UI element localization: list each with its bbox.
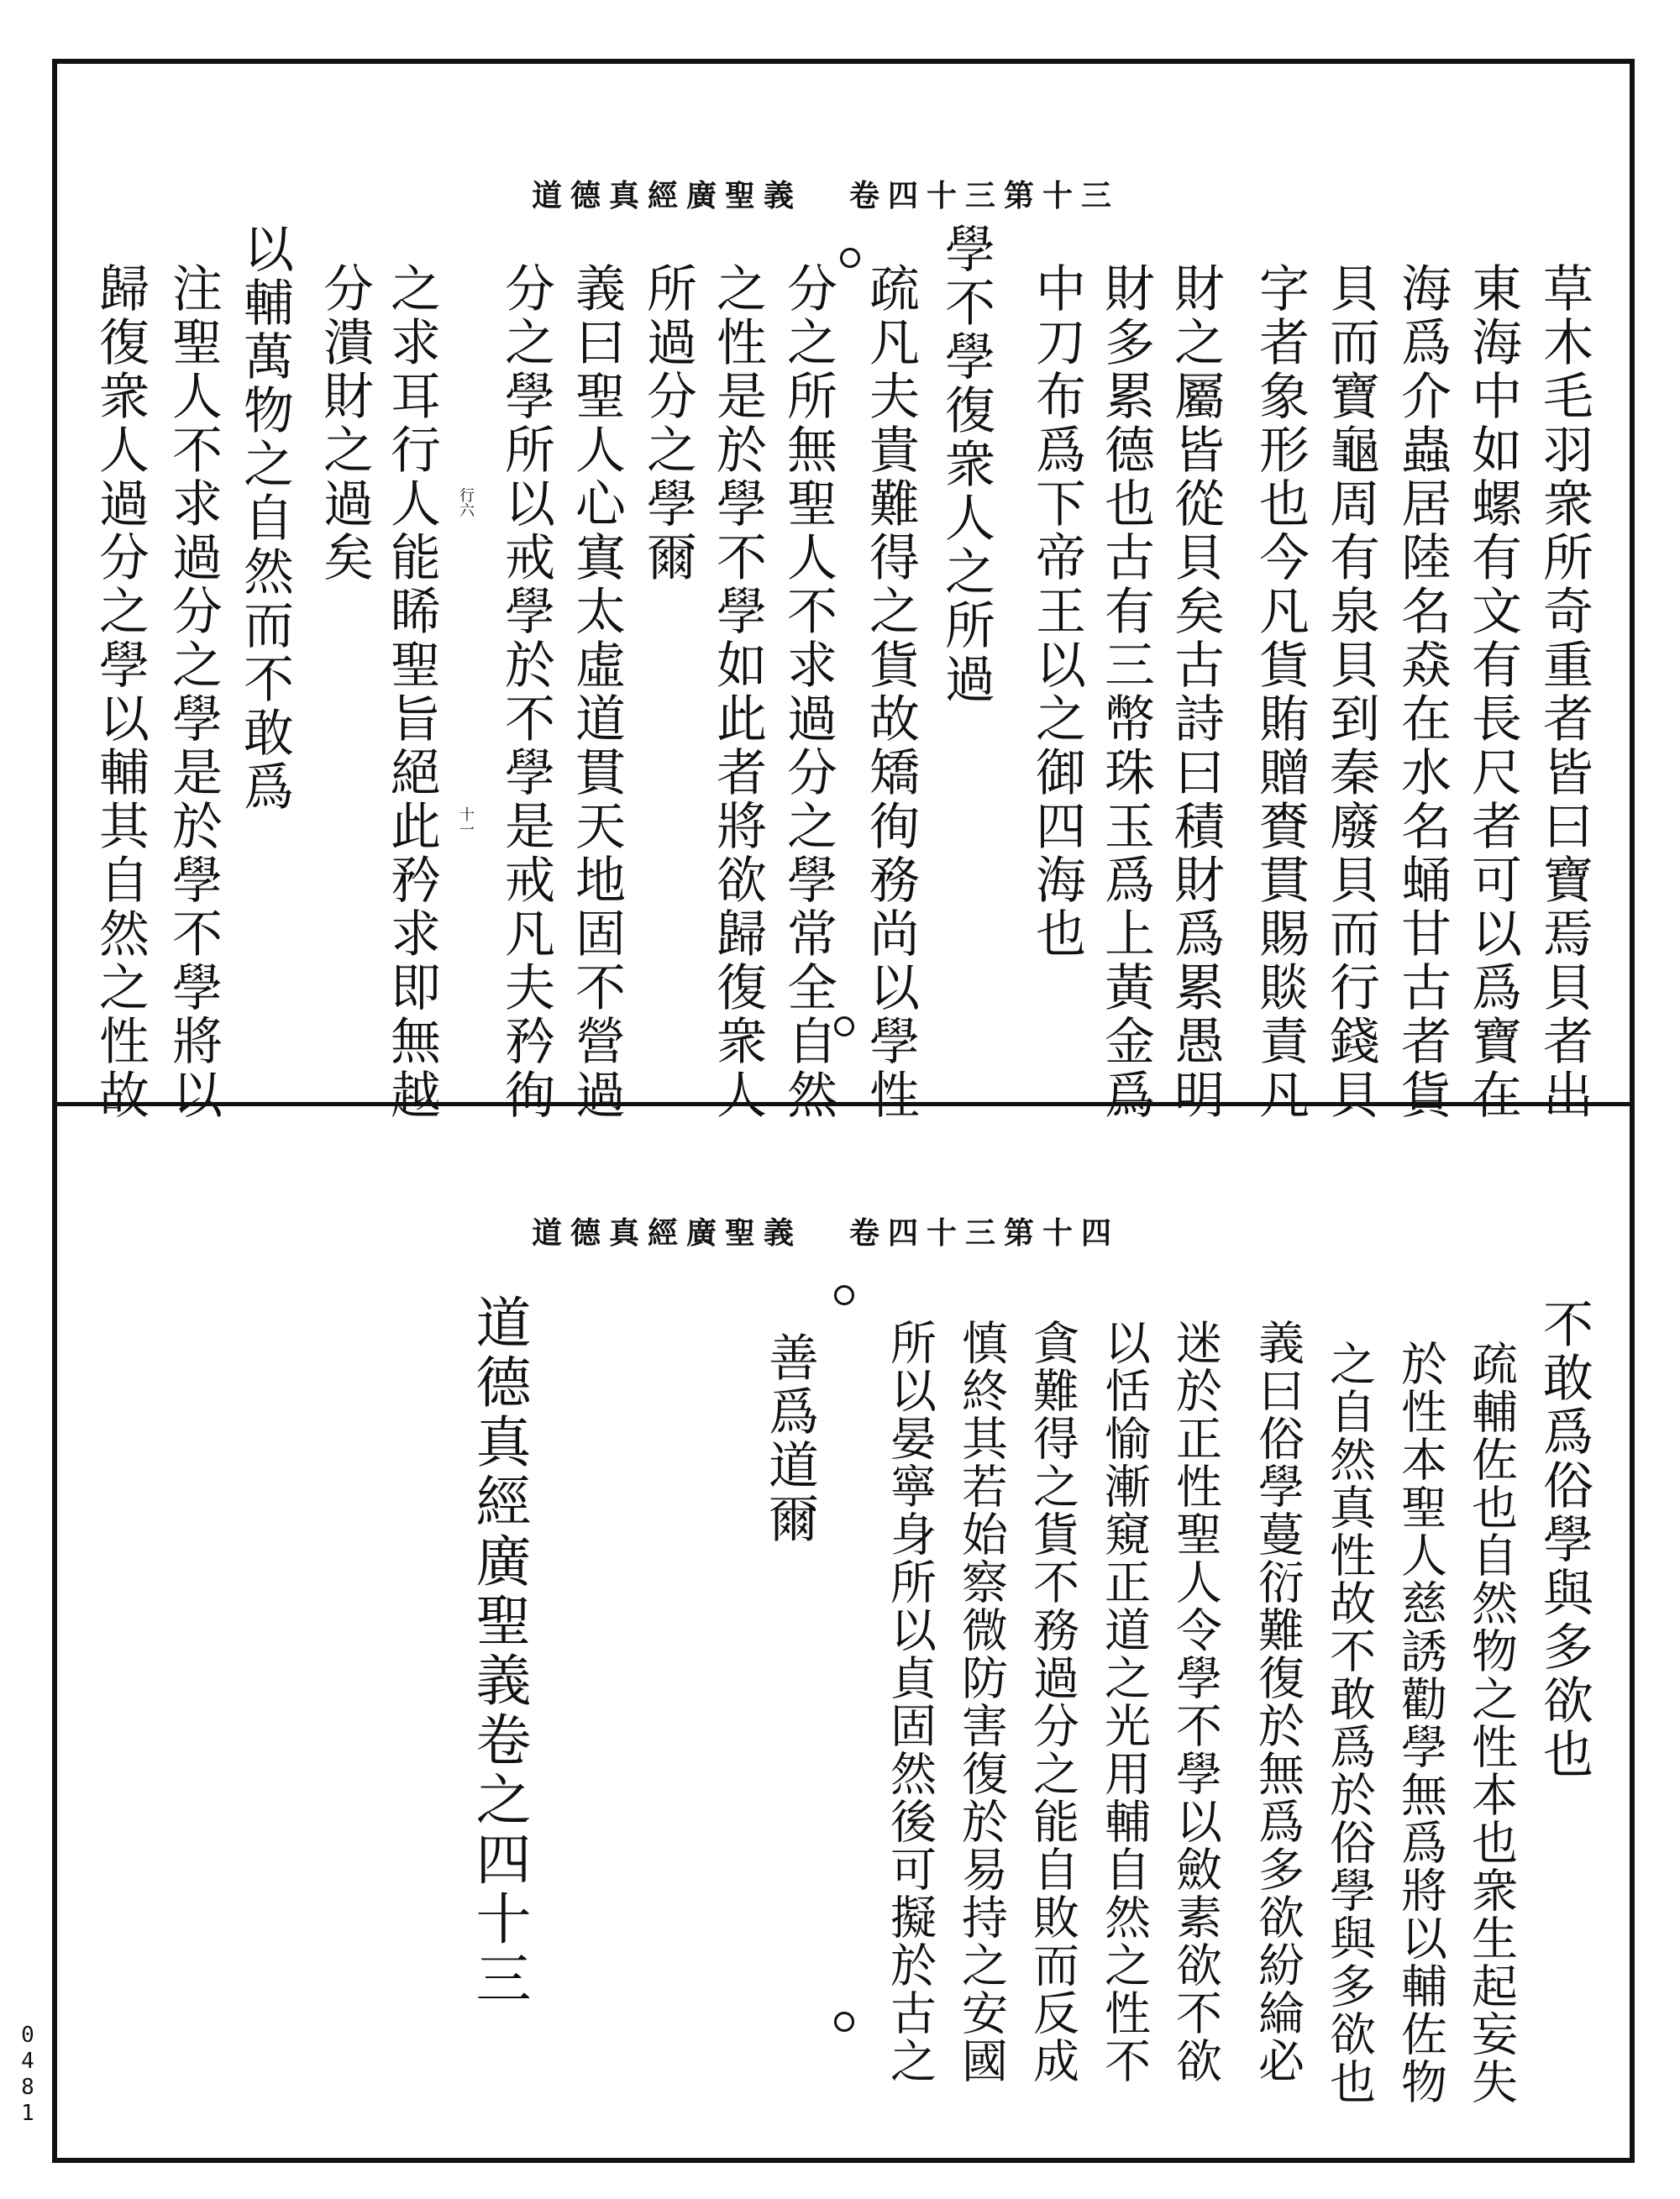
top-running-header <box>532 172 1120 215</box>
section-circle-mark <box>840 248 860 268</box>
top-column-20: 歸復衆人過分之學以輔其自然之性故 <box>91 262 150 1122</box>
top-column-12: 之性是於學不學如此者將欲歸復衆人 <box>708 262 767 1122</box>
bottom-column-5: 義曰俗學蔓衍難復於無爲多欲紛綸必 <box>1251 1319 1305 2085</box>
bottom-header-book-title: 道德真經廣聖義 <box>532 1215 803 1251</box>
top-column-14: 義曰聖人心寘太虛道貫天地固不營過 <box>567 262 626 1122</box>
top-column-11: 分之所無聖人不求過分之學常全自然 <box>779 262 837 1122</box>
top-column-4: 貝而寶龜周有泉貝到秦廢貝而行錢貝 <box>1321 262 1380 1122</box>
bottom-column-3: 於性本聖人慈誘勸學無爲將以輔佐物 <box>1394 1340 1447 2106</box>
top-column-10: 疏凡夫貴難得之貨故矯徇務尚以學性 <box>861 262 920 1122</box>
top-column-9: 學不學復衆人之所過 <box>937 223 995 706</box>
closing-chapter-title: 道德真經廣聖義卷之四十三 <box>466 1294 531 2009</box>
top-column-19: 注聖人不求過分之學是於學不學將以 <box>164 262 223 1122</box>
section-circle-mark <box>834 1285 854 1305</box>
top-column-8: 中刀布爲下帝王以之御四海也 <box>1027 262 1086 961</box>
bottom-header-juan: 卷四十三第十四 <box>849 1215 1121 1251</box>
top-marginal-note-2: 十一 <box>457 806 475 837</box>
top-column-13: 所過分之學爾 <box>638 262 697 585</box>
top-column-5: 字者象形也今凡貨賄贈賚貫賜賧責凡 <box>1251 262 1310 1122</box>
bottom-column-1: 不敢爲俗學與多欲也 <box>1535 1298 1593 1782</box>
top-column-6: 財之屬皆從貝矣古詩曰積財爲累愚明 <box>1166 262 1225 1122</box>
top-column-2: 東海中如螺有文有長尺者可以爲寶在 <box>1463 262 1522 1122</box>
bottom-column-10: 所以晏寧身所以貞固然後可擬於古之 <box>883 1319 937 2085</box>
top-column-7: 財多累德也古有三幣珠玉爲上黃金爲 <box>1096 262 1155 1122</box>
bottom-column-2: 疏輔佐也自然物之性本也衆生起妄失 <box>1464 1340 1518 2106</box>
section-circle-mark <box>834 2012 854 2032</box>
bottom-column-4: 之自然真性故不敢爲於俗學與多欲也 <box>1322 1340 1376 2106</box>
top-column-3: 海爲介蟲居陸名猋在水名蛹甘古者貨 <box>1393 262 1452 1122</box>
bottom-column-8: 貪難得之貨不務過分之能自敗而反成 <box>1026 1319 1079 2085</box>
top-column-18: 以輔萬物之自然而不敢爲 <box>235 223 294 814</box>
bottom-column-9: 慎終其若始察微防害復於易持之安國 <box>954 1319 1008 2085</box>
top-header-book-title: 道德真經廣聖義 <box>532 178 803 213</box>
bottom-running-header <box>532 1210 1120 1252</box>
bottom-column-7: 以恬愉漸窺正道之光用輔自然之性不 <box>1097 1319 1151 2085</box>
bottom-column-11: 善爲道爾 <box>760 1331 819 1546</box>
top-header-juan: 卷四十三第十三 <box>849 178 1121 213</box>
top-column-16: 之求耳行人能睎聖旨絕此矜求即無越 <box>382 262 441 1122</box>
bottom-column-6: 迷於正性聖人令學不學以斂素欲不欲 <box>1168 1319 1222 2085</box>
page-number: 0481 <box>21 2023 34 2126</box>
top-column-1: 草木毛羽衆所奇重者皆曰寶焉貝者出 <box>1535 262 1593 1122</box>
top-column-15: 分之學所以戒學於不學是戒凡夫矜徇 <box>496 262 555 1122</box>
top-marginal-note-1: 行六 <box>457 487 475 517</box>
top-column-17: 分潰財之過矣 <box>315 262 374 585</box>
